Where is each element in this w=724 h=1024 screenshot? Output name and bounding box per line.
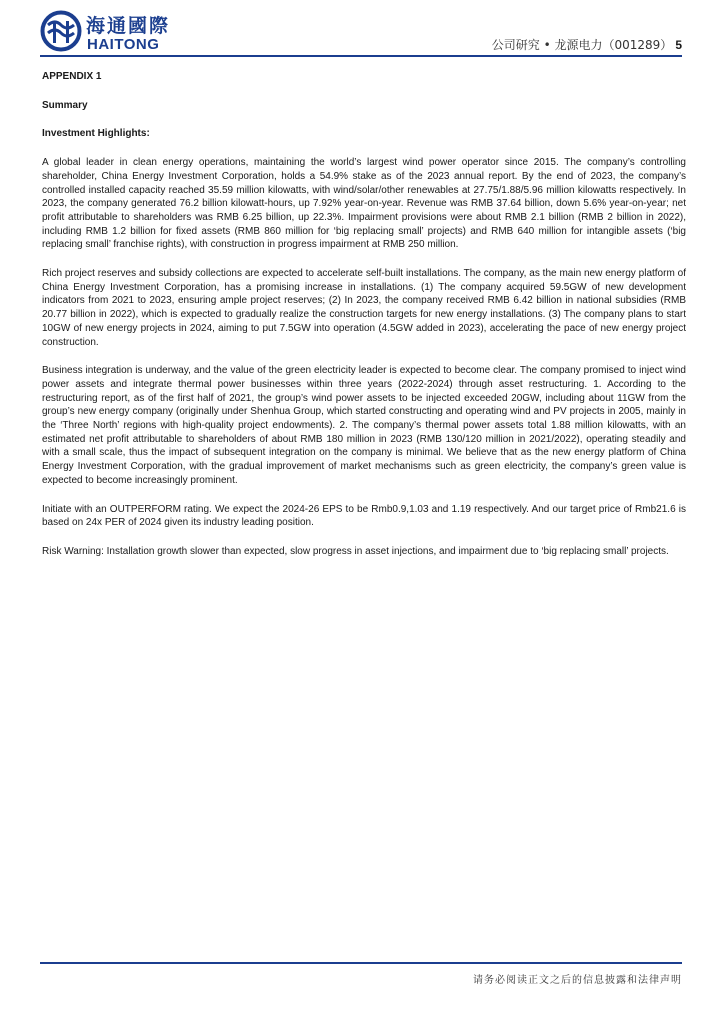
footer-disclaimer: 请务必阅读正文之后的信息披露和法律声明 xyxy=(473,975,682,986)
page-number: 5 xyxy=(675,38,682,52)
appendix-title: APPENDIX 1 xyxy=(42,71,102,82)
paragraph-project-reserves: Rich project reserves and subsidy collections are expected to accelerate self-built installations. The company, as the main new energy platform of China Energy Investment Corporation, has a promising increase in installations. (1) The company acquired 59.5GW of new development indicators from 2021 to 2023, ensuring ample project reserves; (2) In 2023, the company received RMB 6.42 billion in national subsidies (RMB 20.77 billion in 2022), which is expected to gradually realize the construction targets for new energy installations. (3) The company plans to start 10GW of new energy projects in 2024, aiming to put 7.5GW into operation (4.5GW added in 2023), accelerating the pace of new energy project construction. xyxy=(42,268,686,348)
document-body xyxy=(42,66,686,559)
logo-english-name: HAITONG xyxy=(87,36,160,53)
haitong-logo xyxy=(40,10,171,53)
report-title: 公司研究 • 龙源电力（001289） xyxy=(491,38,673,52)
footer-divider xyxy=(40,962,682,964)
logo-chinese-name: 海通國際 xyxy=(86,15,171,37)
header-divider xyxy=(40,55,682,57)
haitong-logo-icon xyxy=(40,10,82,52)
paragraph-risk-warning: Risk Warning: Installation growth slower than expected, slow progress in asset injections, and impairment due to ‘big replacing small’ projects. xyxy=(42,545,669,557)
report-header-info xyxy=(492,36,682,53)
paragraph-business-integration: Business integration is underway, and the value of the green electricity leader is expected to become clear. The company promised to inject wind power assets and integrate thermal power businesses within three years (2022-2024) through asset restructuring. 1. According to the restructuring report, as of the first half of 2021, the group’s wind power assets to be injected exceeded 20GW, including about 11GW from the group’s new energy company (originally under Shenhua Group, which started constructing and operating wind and PV projects in 2005, mainly in the ‘Three North’ regions with high-quality project endowments). 2. The company’s thermal power assets total 1.88 million kilowatts, with an estimated net profit attributable to shareholders of about RMB 180 million in 2023 (RMB 130/120 million in 2021/2022), operating steadily and with a small scale, thus the impact of subsequent integration on the company is minimal. We believe that as the new energy platform of China Energy Investment Corporation, with the gradual improvement of market mechanisms such as green electricity, the company’s green value is expected to become increasingly prominent. xyxy=(42,365,686,486)
highlights-heading: Investment Highlights: xyxy=(42,128,150,140)
summary-heading: Summary xyxy=(42,99,88,111)
paragraph-company-overview: A global leader in clean energy operations, maintaining the world’s largest wind power operator since 2015. The company’s controlling shareholder, China Energy Investment Corporation, holds a 54.9% stake as of the 2023 annual report. By the end of 2023, the company’s controlled installed capacity reached 35.59 million kilowatts, with wind/solar/other renewables at 27.75/1.88/5.96 million kilowatts respectively. In 2023, the company generated 76.2 billion kilowatt-hours, up 7.92% year-on-year. Revenue was RMB 37.64 billion, down 5.6% year-on-year; net profit attributable to shareholders was RMB 6.25 billion, up 22.3%. Impairment provisions were about RMB 2.1 billion (RMB 2 billion in 2022), including RMB 1.2 billion for fixed assets (RMB 860 million for ‘big replacing small’ projects) and RMB 640 million for intangible assets (‘big replacing small’ franchise rights), with construction in progress impairment at RMB 250 million. xyxy=(42,157,686,251)
paragraph-rating: Initiate with an OUTPERFORM rating. We expect the 2024-26 EPS to be Rmb0.9,1.03 and 1.19 respectively. And our target price of Rmb21.6 is based on 24x PER of 2024 given its industry leading position. xyxy=(42,503,686,529)
